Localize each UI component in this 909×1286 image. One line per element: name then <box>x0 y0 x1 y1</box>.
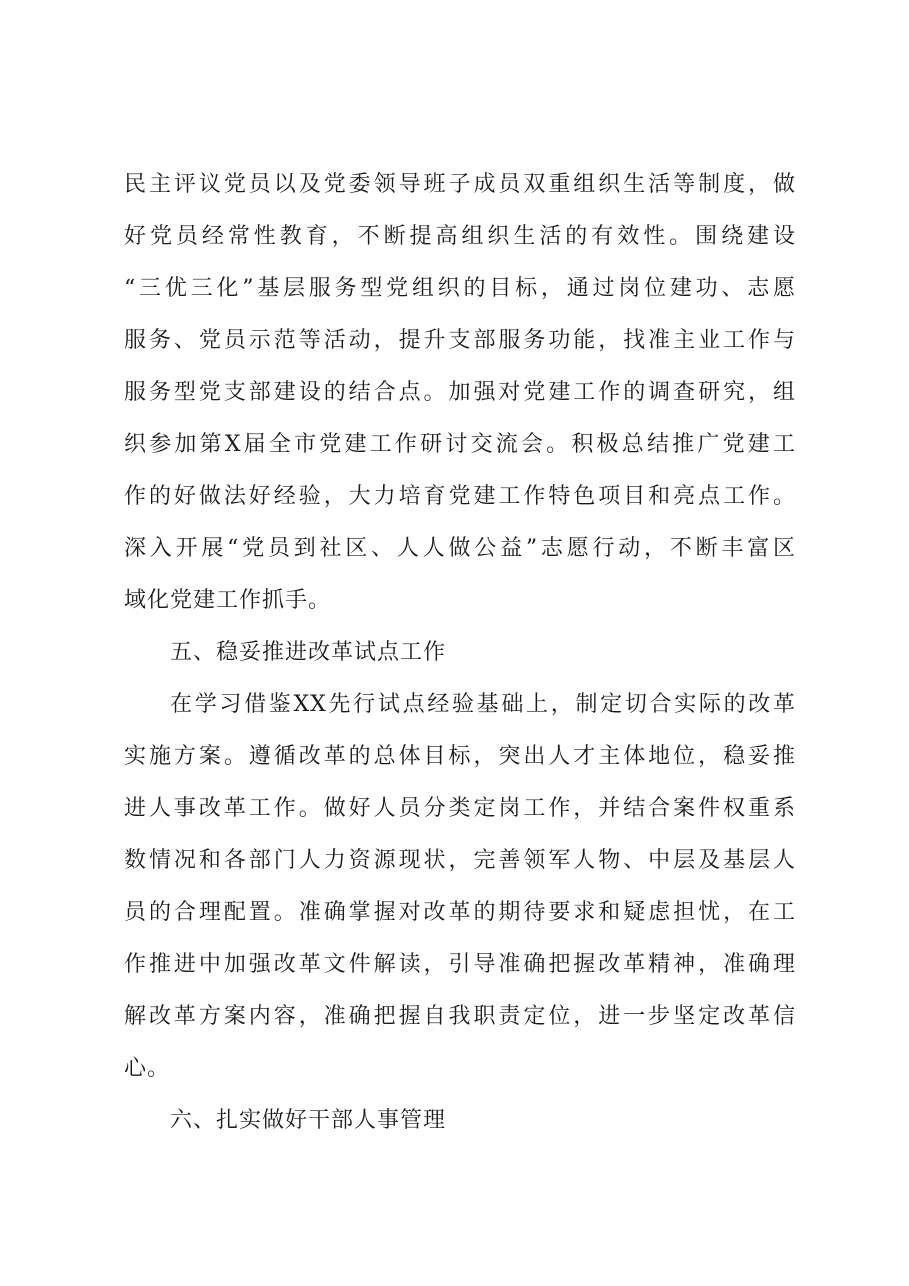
paragraph-2-line: 在学习借鉴XX先行试点经验基础上，制定切合实际的改革 <box>170 692 796 717</box>
paragraph-1-line: 民主评议党员以及党委领导班子成员双重组织生活等制度，做 <box>124 172 796 197</box>
paragraph-2-line: 解改革方案内容，准确把握自我职责定位，进一步坚定改革信 <box>124 1004 796 1029</box>
paragraph-1-line: 作的好做法好经验，大力培育党建工作特色项目和亮点工作。 <box>124 484 796 509</box>
paragraph-1-line: 织参加第X届全市党建工作研讨交流会。积极总结推广党建工 <box>124 432 796 457</box>
paragraph-2-line: 心。 <box>124 1056 171 1081</box>
paragraph-2-line: 数情况和各部门人力资源现状，完善领军人物、中层及基层人 <box>124 848 796 873</box>
paragraph-1-line: “三优三化”基层服务型党组织的目标，通过岗位建功、志愿 <box>124 276 796 301</box>
paragraph-2-line: 员的合理配置。准确掌握对改革的期待要求和疑虑担忧，在工 <box>124 900 796 925</box>
section-heading-6: 六、扎实做好干部人事管理 <box>170 1108 447 1133</box>
paragraph-1-line: 服务、党员示范等活动，提升支部服务功能，找准主业工作与 <box>124 328 796 353</box>
paragraph-2-line: 实施方案。遵循改革的总体目标，突出人才主体地位，稳妥推 <box>124 744 796 769</box>
paragraph-1-line: 深入开展“党员到社区、人人做公益”志愿行动，不断丰富区 <box>124 536 796 561</box>
paragraph-1-line: 服务型党支部建设的结合点。加强对党建工作的调查研究，组 <box>124 380 796 405</box>
paragraph-1-line: 好党员经常性教育，不断提高组织生活的有效性。围绕建设 <box>124 224 796 249</box>
paragraph-2-line: 进人事改革工作。做好人员分类定岗工作，并结合案件权重系 <box>124 796 796 821</box>
paragraph-1-line: 域化党建工作抓手。 <box>124 588 332 613</box>
paragraph-2-line: 作推进中加强改革文件解读，引导准确把握改革精神，准确理 <box>124 952 796 977</box>
section-heading-5: 五、稳妥推进改革试点工作 <box>170 640 447 665</box>
